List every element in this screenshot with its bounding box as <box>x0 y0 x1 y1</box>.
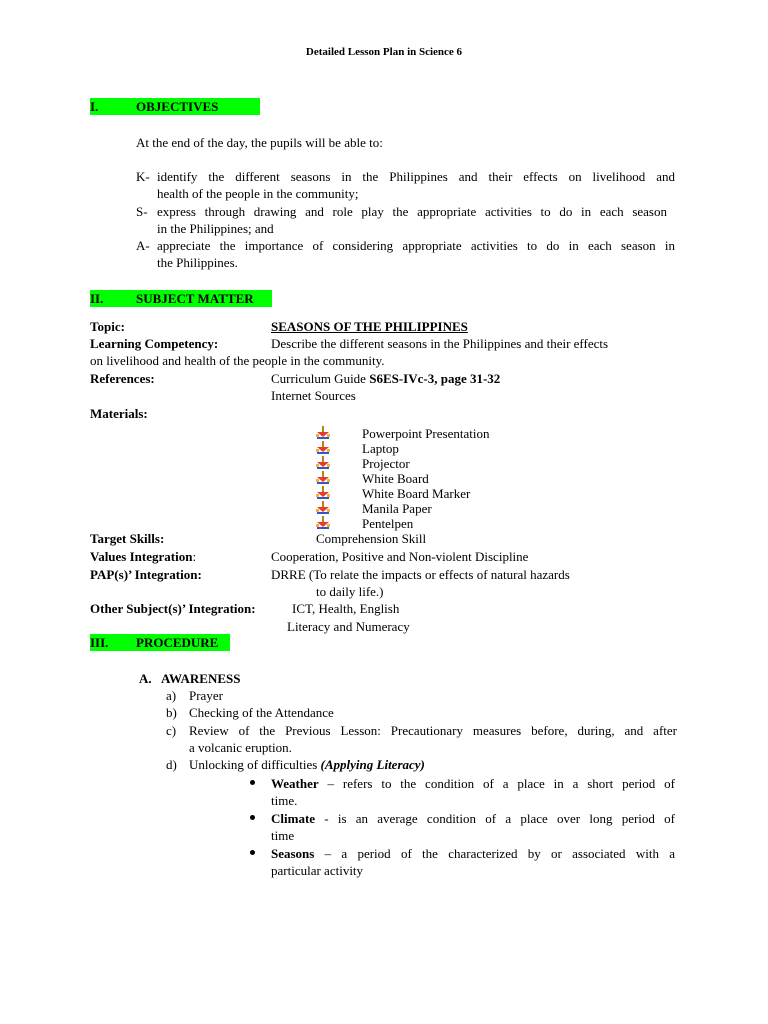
arrow-bullet-icon <box>316 501 330 515</box>
step-c-label: c) <box>166 723 177 738</box>
bullet-climate <box>250 815 255 820</box>
step-d-emphasis: (Applying Literacy) <box>320 757 425 772</box>
objective-s-line2: in the Philippines; and <box>157 221 274 236</box>
term-weather-def: – refers to the condition of a place in a short period of <box>318 776 675 791</box>
arrow-bullet-icon <box>316 471 330 485</box>
awareness-title: AWARENESS <box>161 671 241 686</box>
step-d-text <box>189 756 425 773</box>
term-weather: Weather <box>271 776 319 791</box>
step-b-text: Checking of the Attendance <box>189 705 334 720</box>
arrow-bullet-icon <box>316 456 330 470</box>
objective-a-line1: appreciate the importance of considering appropriate activities to do in each season in <box>157 238 675 253</box>
references-code: S6ES-IVc-3, page 31-32 <box>369 371 501 386</box>
objective-label-k: K- <box>136 169 150 184</box>
bullet-weather <box>250 780 255 785</box>
awareness-letter: A. <box>139 671 152 686</box>
term-seasons-def: – a period of the characterized by or associated with a <box>314 846 675 861</box>
bullet-seasons <box>250 850 255 855</box>
step-d-plain: Unlocking of difficulties <box>189 757 321 772</box>
objectives-heading <box>90 98 260 115</box>
material-item: Laptop <box>362 441 399 456</box>
arrow-bullet-icon <box>316 426 330 440</box>
values-label-text: Values Integration <box>90 549 193 564</box>
procedure-heading <box>90 634 230 651</box>
step-a-text: Prayer <box>189 688 223 703</box>
term-climate-line1 <box>271 810 675 827</box>
material-item: Manila Paper <box>362 501 432 516</box>
objectives-title: OBJECTIVES <box>136 99 219 114</box>
target-skills-label: Target Skills: <box>90 531 165 546</box>
objective-label-a: A- <box>136 238 150 253</box>
pap-line2: to daily life.) <box>316 584 384 599</box>
term-seasons-line1 <box>271 845 675 862</box>
references-label: References: <box>90 371 155 386</box>
material-item: White Board <box>362 471 429 486</box>
pap-line1: DRRE (To relate the impacts or effects of natural hazards <box>271 567 570 582</box>
materials-label: Materials: <box>90 406 148 421</box>
competency-line2: on livelihood and health of the people in the community. <box>90 353 385 368</box>
term-seasons: Seasons <box>271 846 315 861</box>
arrow-bullet-icon <box>316 441 330 455</box>
objective-label-s: S- <box>136 204 148 219</box>
values-integration-value: Cooperation, Positive and Non-violent Discipline <box>271 549 529 564</box>
material-item: Pentelpen <box>362 516 414 531</box>
step-c-line2: a volcanic eruption. <box>189 740 292 755</box>
term-climate: Climate <box>271 811 316 826</box>
material-item: White Board Marker <box>362 486 471 501</box>
objective-s-line1: express through drawing and role play the appropriate activities to do in each season <box>157 204 667 219</box>
objectives-number: I. <box>90 99 99 114</box>
subject-matter-title: SUBJECT MATTER <box>136 291 254 306</box>
term-climate-def: - is an average condition of a place over long period of <box>315 811 675 826</box>
document-title: Detailed Lesson Plan in Science 6 <box>305 46 463 58</box>
references-curriculum-guide: Curriculum Guide <box>271 371 370 386</box>
term-weather-line1 <box>271 775 675 792</box>
material-item: Powerpoint Presentation <box>362 426 490 441</box>
topic-label: Topic: <box>90 319 125 334</box>
objective-k-line1: identify the different seasons in the Philippines and their effects on livelihood and <box>157 169 675 184</box>
step-a-label: a) <box>166 688 177 703</box>
objective-k-line2: health of the people in the community; <box>157 186 359 201</box>
other-integration-label: Other Subject(s)’ Integration: <box>90 601 256 616</box>
topic-value: SEASONS OF THE PHILIPPINES <box>271 319 468 334</box>
step-d-label: d) <box>166 757 177 772</box>
objectives-intro: At the end of the day, the pupils will be able to: <box>136 135 383 150</box>
other-integration-line1: ICT, Health, English <box>292 601 400 616</box>
procedure-number: III. <box>90 635 109 650</box>
competency-line1: Describe the different seasons in the Philippines and their effects <box>271 336 609 351</box>
step-b-label: b) <box>166 705 177 720</box>
term-weather-line2: time. <box>271 793 298 808</box>
arrow-bullet-icon <box>316 486 330 500</box>
pap-label: PAP(s)’ Integration: <box>90 567 202 582</box>
term-seasons-line2: particular activity <box>271 863 364 878</box>
subject-matter-heading <box>90 290 272 307</box>
subject-matter-number: II. <box>90 291 104 306</box>
procedure-title: PROCEDURE <box>136 635 219 650</box>
step-c-line1: Review of the Previous Lesson: Precautionary measures before, during, and after <box>189 723 677 738</box>
references-line1 <box>271 370 500 387</box>
arrow-bullet-icon <box>316 516 330 530</box>
material-item: Projector <box>362 456 410 471</box>
objective-a-line2: the Philippines. <box>157 255 238 270</box>
term-climate-line2: time <box>271 828 295 843</box>
competency-label: Learning Competency: <box>90 336 219 351</box>
target-skills-value: Comprehension Skill <box>316 531 427 546</box>
values-label-colon: : <box>192 549 197 564</box>
references-line2: Internet Sources <box>271 388 356 403</box>
other-integration-line2: Literacy and Numeracy <box>287 619 410 634</box>
values-integration-label <box>90 548 196 565</box>
